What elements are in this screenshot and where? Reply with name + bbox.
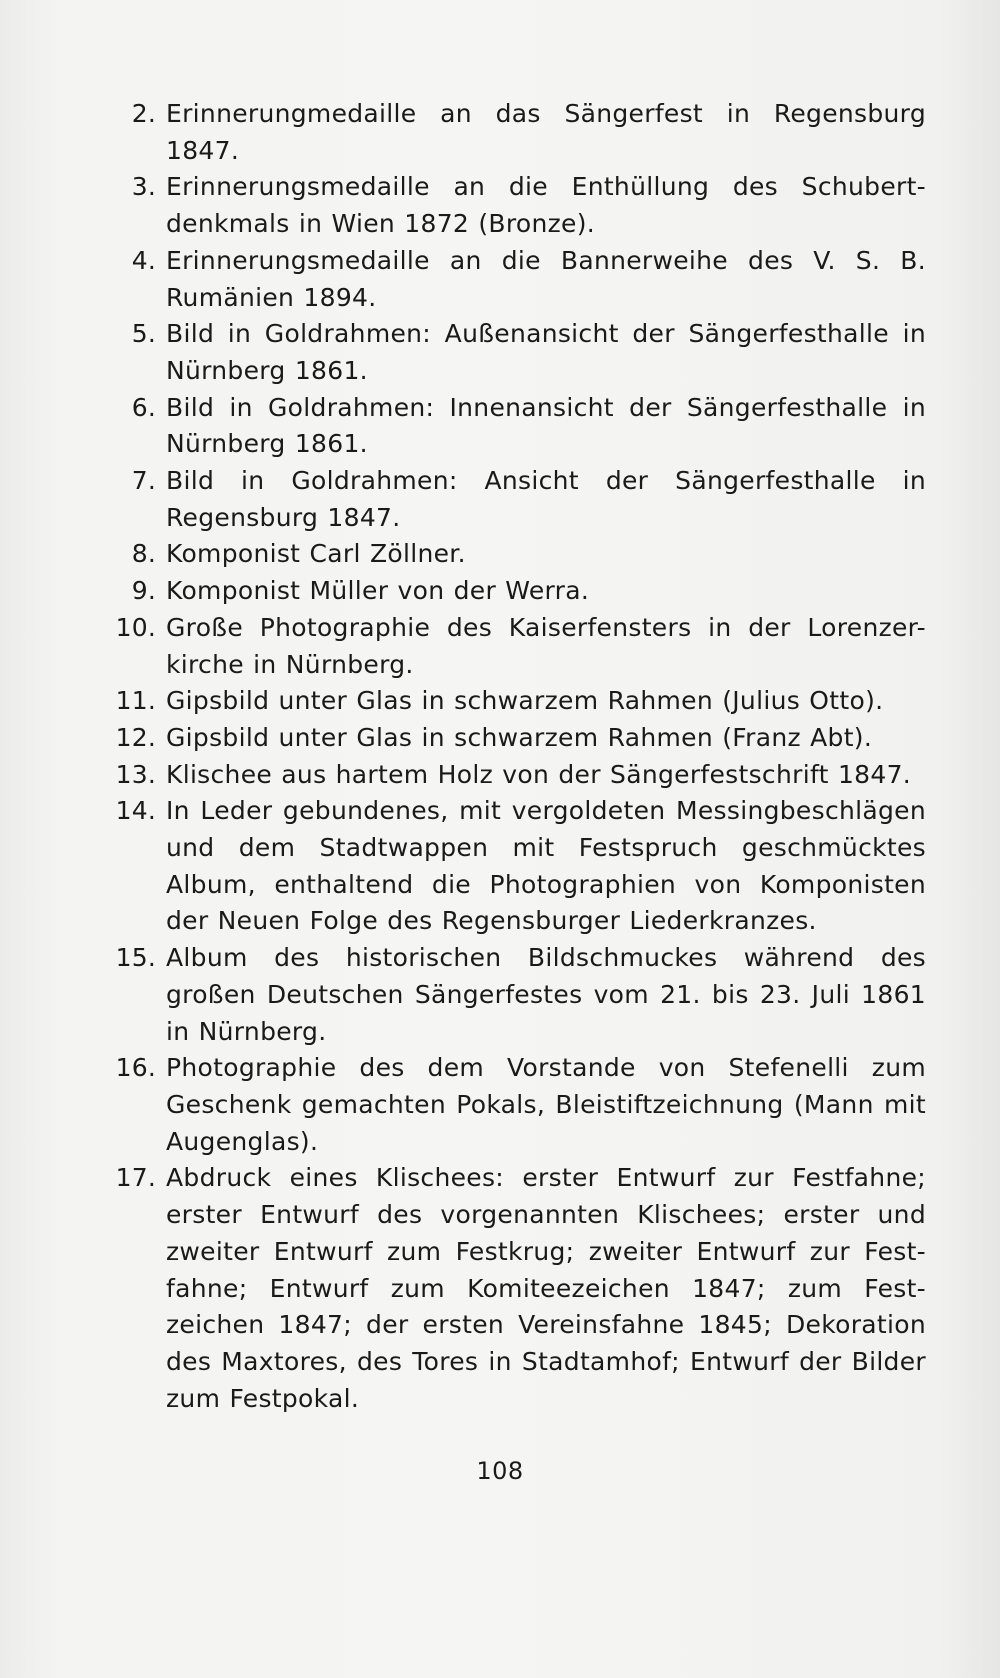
entry-text: In Leder gebundenes, mit vergoldeten Messingbeschlägen und dem Stadtwappen mit Festspruch geschmücktes Album, enthaltend die Photographien von Komponisten der Neuen Folge des Regensburger Liederkranzes. (166, 796, 926, 936)
list-item (112, 536, 926, 573)
entry-number: 13. (115, 759, 156, 789)
entry-text: Bild in Goldrahmen: Außenansicht der Sängerfesthalle in Nürnberg 1861. (166, 319, 926, 385)
list-item (112, 683, 926, 720)
entry-number: 16. (115, 1053, 156, 1083)
entry-number: 6. (131, 392, 156, 422)
list-item (112, 463, 926, 536)
list-item (112, 720, 926, 757)
list-item (112, 940, 926, 1050)
entry-number: 2. (131, 99, 156, 128)
entry-number: 4. (131, 245, 156, 275)
entry-number: 9. (131, 576, 156, 606)
entry-number: 7. (131, 466, 156, 496)
list-item (112, 793, 926, 940)
entry-number: 14. (115, 796, 156, 826)
list-item (112, 243, 926, 316)
list-item (112, 1160, 926, 1417)
entry-number: 3. (131, 172, 156, 202)
entry-number: 8. (131, 539, 156, 569)
entry-text: Erinnerungmedaille an das Sängerfest in Regensburg 1847. (166, 99, 926, 165)
list-item (112, 757, 926, 794)
entry-text: Gipsbild unter Glas in schwarzem Rahmen (Julius Otto). (166, 686, 884, 716)
list-item (112, 96, 926, 169)
entry-text: Gipsbild unter Glas in schwarzem Rahmen (Franz Abt). (166, 722, 873, 752)
entry-text: Komponist Carl Zöllner. (166, 539, 466, 569)
list-item (112, 390, 926, 463)
entry-number: 5. (131, 319, 156, 349)
entry-text: Photographie des dem Vorstande von Stefenelli zum Geschenk gemachten Pokals, Bleistiftzeichnung (Mann mit Augenglas). (166, 1053, 926, 1156)
entry-number: 11. (115, 686, 156, 716)
entry-number: 10. (115, 612, 156, 642)
entry-number: 17. (115, 1163, 156, 1193)
list-item (112, 610, 926, 683)
entry-text: Erinnerungsmedaille an die Enthüllung des Schubert-denkmals in Wien 1872 (Bronze). (166, 172, 926, 239)
entry-text: Klischee aus hartem Holz von der Sängerfestschrift 1847. (166, 759, 912, 789)
entry-text: Bild in Goldrahmen: Innenansicht der Sängerfesthalle in Nürnberg 1861. (166, 392, 926, 459)
entry-text: Bild in Goldrahmen: Ansicht der Sängerfesthalle in Regensburg 1847. (166, 466, 926, 532)
entry-number: 15. (115, 943, 156, 973)
entry-text: Komponist Müller von der Werra. (166, 576, 590, 606)
entry-list (112, 96, 926, 1417)
entry-number: 12. (115, 722, 156, 752)
entry-text: Große Photographie des Kaiserfensters in der Lorenzer-kirche in Nürnberg. (166, 612, 926, 679)
entry-text: Abdruck eines Klischees: erster Entwurf zur Festfahne; erster Entwurf des vorgenannten Klischees; erster und zweiter Entwurf zum Festkrug; zweiter Entwurf zur Fest-fahne; Entwurf zum Komiteezeichen 1847; zum Fest-zeichen 1847; der ersten Vereinsfahne 1845; Dekoration des Maxtores, des Tores in Stadtamhof; Entwurf der Bilder zum Festpokal. (166, 1163, 926, 1413)
list-item (112, 1050, 926, 1160)
page-number: 108 (476, 1457, 524, 1485)
entry-text: Erinnerungsmedaille an die Bannerweihe des V. S. B. Rumänien 1894. (166, 245, 926, 312)
entry-text: Album des historischen Bildschmuckes während des großen Deutschen Sängerfestes vom 21. bis 23. Juli 1861 in Nürnberg. (166, 943, 926, 1046)
list-item (112, 316, 926, 389)
list-item (112, 573, 926, 610)
list-item (112, 169, 926, 242)
